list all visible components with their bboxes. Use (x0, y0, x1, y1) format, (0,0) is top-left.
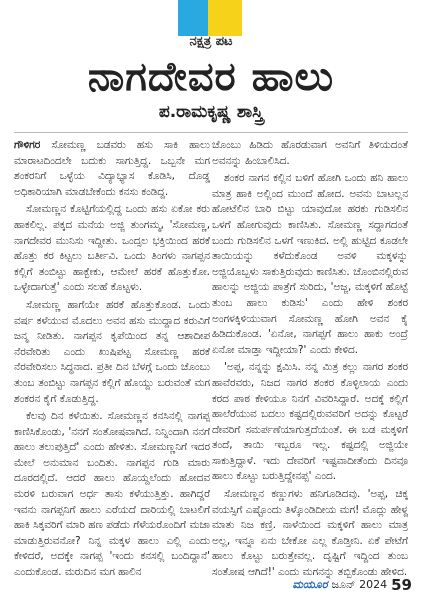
paragraph: ಕೆಲವು ದಿನ ಕಳೆಯಿತು. ಸೋಮಣ್ಣನ ಕನಸಿನಲ್ಲಿ ನಾಗಪ್ಪ ಕಾಣಿಸಿಕೊಂಡು, 'ನನಗೆ ಸಂತೋಷವಾಗಿದೆ. ನಿನ್ನಿಂದಾಗಿ ನನಗೆ ಹಾಲು ತಲುಪುತ್ತಿದೆ' ಎಂದು ಹೇಳಿತು. ಸೋಮಣ್ಣನಿಗೆ ಇದರ ಮೇಲೆ ಅನುಮಾನ ಬಂದಿತು. ನಾಗಪ್ಪನ ಗುಡಿ ಮಾರು ದೂರದಲ್ಲಿದೆ. ಆದರೆ ಹಾಲು ಹೊಯ್ದಲೆಂದು ಹೋದವ ಮರಳಿ ಬರುವಾಗ ಅರ್ಧ ತಾಸು ಕಳೆಯುತ್ತಿತ್ತು. ಹಾಗಿದ್ದರೆ ಇವನು ನಾಗಪ್ಪನಿಗೆ ಹಾಲು ಎರೆಯದೆ ದಾರಿಯಲ್ಲಿ ಬಾಟಲಿಗೆ ಹಾಕಿ ಸಿಕ್ಕವರಿಗೆ ಮಾರಿ ಹಣ ಪಡೆದು ಗೆಳೆಯರೊಂದಿಗೆ ಮಜಾ ಮಾಡುತ್ತಿರುವನೋ? ನಿನ್ನ ಮಕ್ಕಳ ಹಾಲು ಎಲ್ಲಿ ಎಂದು ಕೇಳಿದರೆ, ಅದಕ್ಕೇ ನಾಗಪ್ಪ 'ಇಂದು ಕನಸಲ್ಲಿ ಬಂದಿದ್ದಾನೆ' ಎಂದುಕೊಂಡ. ಮರುದಿನ ಮಗ ಹಾಲಿನ (14, 410, 210, 579)
paragraph: ಸೋಮಣ್ಣ ಹಾಗೆಯೇ ಹರಕೆ ಹೊತ್ತುಕೊಂಡ. ಒಂದು ವರ್ಷ ಕಳೆಯುವ ಮೊದಲು ಅವನ ಹಸು ಮುದ್ದಾದ ಕರುವಿಗೆ ಜನ್ಮ ನೀಡಿತು. ನಾಗಪ್ಪನ ಕೃಪೆಯಿಂದ ತನ್ನ ಆಶಾದೀಪ ನೆರವೇರಿತು ಎಂದು ಖುಷಿಪಟ್ಟ ಸೋಮಣ್ಣ ಹರಕೆ ನೆರವೇರಿಸಲು ಸಿದ್ಧನಾದ. ಪ್ರತೀ ದಿನ ಬೆಳಗ್ಗೆ ಒಂದು ಚೊಂಬು ತುಂಬ ತಂಬಿಟ್ಟು ನಾಗಪ್ಪನ ಕಲ್ಲಿಗೆ ಹೊಯ್ದು ಬರುವಂತೆ ಮಗ ಶಂಕರನ ಕೈಗೆ ಕೊಡುತ್ತಿದ್ದ. (14, 298, 210, 405)
magazine-brand: ಮಯೂರ (292, 578, 328, 591)
page-footer (292, 576, 412, 594)
issue-date: ಜೂನ್ 2024 (331, 578, 388, 591)
article-column-right (212, 138, 408, 583)
paragraph-text: ಸೋಮಣ್ಣ ಬಡವರು ಹಸು ಸಾಕಿ ಹಾಲು ಮಾರಾಟದಿಂದಲೇ ಬದುಕು ಸಾಗುತ್ತಿದ್ದ. ಒಬ್ಬನೇ ಮಗ ಶಂಕರನಿಗೆ ಒಳ್ಳೆಯ ವಿದ್ಯಾಭ್ಯಾಸ ಕೊಡಿಸಿ, ದೊಡ್ಡ ಅಧಿಕಾರಿಯಾಗಿ ಮಾಡಬೇಕೆಂದು ಕನಸು ಕಂಡಿದ್ದ. (14, 139, 210, 198)
article-author: ಪ.ರಾಮಕೃಷ್ಣ ಶಾಸ್ತ್ರಿ (158, 102, 264, 122)
logo-blue-block (178, 0, 208, 36)
paragraph: ಸೋಮಣ್ಣನ ಕಣ್ಣುಗಳು ಹನಿಗೂಡಿದವು. 'ಅಪ್ಪ, ಚಿಕ್ಕ ವಯಸ್ಸಿಗೆ ಎಷ್ಟೊಂದು ತಿಳ್ಕೊಂಡಿದೀಯ ಮಗ! ಮೊದ್ಲು ಹೇಳ್ದ ಮಾತು ನಿಜ ಕಣ್ರಿ. ನಾಳೆಯಿಂದ ಮಕ್ಕಳಿಗೆ ಹಾಲು ಮಾತ್ರ ಅಲ್ಲ, ಇನ್ನೂ ಏನು ಬೇಕೋ ಎಲ್ಲ ಕೊಡ್ತೀನಿ. ಏಕೆ ಪೇಟೆಗೆ ಹಾಲು ಕೊಟ್ಟು ಬರುತ್ತೇವಲ್ಲ. ದೃಷ್ಟಿಗೆ ಇದ್ದಿಂದ ತುಂಬ ಸಂತೋಷ ಆಗಿದೆ!' ಎಂದು ಮಗನನ್ನು ತಬ್ಬಿಕೊಂಡು ಹೇಳಿದ. (212, 488, 409, 579)
dateline: ಗೌಳಿಗರ (14, 139, 41, 151)
paragraph (14, 138, 210, 200)
paragraph: 'ಅಪ್ಪ, ನನ್ನನ್ನು ಕ್ಷಮಿಸಿ. ನನ್ನ ಮಿತ್ರ ಕಲ್ಲು ನಾಗರ ಶಂಕರ ಹಾವೆರವರು, ನಿಜದ ನಾಗರ ಶಂಕರ ಕೊಳ್ಳಿಲಾಯ ಎಂದು ಕರದ ಪಾಠ ಕೇಳಿಯೂ ನಿನಗೆ ವಿವರಿಸಿದ್ದಾರೆ. ಅದಕ್ಕೆ ಕಲ್ಲಿಗೆ ಹಾಲೆರೆಯುವ ಬದಲು ಕಷ್ಟದಲ್ಲಿರುವವರಿಗೆ ಅದನ್ನು ಕೊಟ್ಟರೆ ದೇವರಿಗೆ ಸಮರ್ಪಣೆಯಾಗುತ್ತದೆಯಂತೆ. ಈ ಬಡ ಮಕ್ಕಳಿಗೆ ತಂದೆ, ತಾಯಿ ಇಬ್ಬರೂ ಇಲ್ಲ. ಕಷ್ಟದಲ್ಲಿ ಅಜ್ಜಿಯೇ ಸಾಕುತ್ತಿದ್ದಾಳೆ. ಇದು ದೇವರಿಗೆ ಇಷ್ಟವಾದೀತೆಂದು ದಿನವೂ ಹಾಲು ಕೊಟ್ಟು ಬರುತ್ತಿದ್ದೇನಪ್ಪ' ಎಂದ. (212, 361, 408, 483)
section-kicker: ನಕ್ಷತ್ರ ಪಟ (189, 34, 233, 49)
paragraph: ಶಂಕರ ನಾಗನ ಕಲ್ಲಿನ ಬಳಿಗೆ ಹೋಗಿ ಒಂದು ಹನಿ ಹಾಲು ಮಾತ್ರ ಹಾಕಿ ಅಲ್ಲಿಂದ ಮುಂದೆ ಹೋದ. ಅವನು ಬಾಟಲ್ಲನ ಹೋಟೆಲಿನ ಬಾರಿ ಬಿಟ್ಟು ಯಾವುದೋ ಹರಕು ಗುಡಿಸಲಿನ ಒಳಗೆ ಹೋಗುವುದು ಕಾಣಿಸಿತು. ಸೋಮಣ್ಣ ಸದ್ದಾಗದಂತೆ ಬಂದು ಗುಡಿಸಲಿನ ಒಳಗೆ ಇಣುಕಿದ. ಅಲ್ಲಿ ಹುಟ್ಟಿದ ಕೂಡಲೇ ತಾಯಿಯನ್ನು ಕಳೆದುಕೊಂಡ ಅವಳಿ ಮಕ್ಕಳನ್ನು ಅಜ್ಜಿಯೊಬ್ಬಳು ಸಾಕುತ್ತಿರುವುದು ಕಾಣಿಸಿತು. ಚೊಂಬಿನಲ್ಲಿರುವ ಹಾಲನ್ನು ಅಜ್ಜಿಯ ಪಾತ್ರೆಗೆ ಸುರಿದು, 'ಅಜ್ಜ, ಮಕ್ಕಳಿಗೆ ಹೊಟ್ಟೆ ತುಂಬ ಹಾಲು ಕುಡಿಸು' ಎಂದು ಹೇಳಿ ಶಂಕರ ಅಂಗಳಕ್ಕಿಳಿಯುವಾಗ ಸೋಮಣ್ಣ ಹೋಗಿ ಅವನ ಕೈ ಹಿಡಿದುಕೊಂಡ. 'ಏನೋ, ನಾಗಪ್ಪಗೆ ಹಾಲು ಹಾಕು ಅಂದ್ರೆ ಏನೋ ಮಾಡ್ತಾ ಇದ್ದೀಯಾ?' ಎಂದು ಕೇಳಿದ. (212, 172, 408, 356)
article-column-left (14, 138, 210, 583)
section-logo-icon (178, 0, 242, 36)
article-title: ನಾಗದೇವರ ಹಾಲು (87, 54, 335, 100)
page-number: 59 (391, 576, 412, 594)
paragraph: ಸೋಮಣ್ಣನ ಕೊಟ್ಟಿಗೆಯಲ್ಲಿದ್ದ ಒಂದು ಹಸು ಏಕೋ ಕರು ಹಾಕಲಿಲ್ಲ. ಪಕ್ಕದ ಮನೆಯ ಅಜ್ಜಿ ತುಂಗಮ್ಮ, 'ಸೋಮಣ್ಣ, ನಾಗದೇವರ ಮುನಿಸು ಇದ್ದೀತು. ಒಂದ್ಸಲ ಭಕ್ತಿಯಿಂದ ಹರಕೆ ಹೊತ್ತು ಕರ ಕಿಟ್ಟಲು ಬರ್ತೀವಿ. ಒಂದು ತಿಂಗಳು ನಾಗಪ್ಪನ ಕಲ್ಲಿಗೆ ತಂಬಿಟ್ಟು ಹಾಕ್ಬೇಕು, ಆಮೇಲೆ ಹರಕೆ ಹೊತ್ತುಕೋ. ಒಳ್ಳೇದಾಗುತ್ತೆ' ಎಂದು ಸಲಹೆ ಕೊಟ್ಟಳು. (14, 203, 210, 294)
logo-yellow-block (208, 0, 242, 36)
header-divider (14, 132, 408, 133)
paragraph: ಚೊಂಬು ಹಿಡಿದು ಹೊರಡುವಾಗ ಅವನಿಗೆ ತಿಳಿಯದಂತೆ ಅವನನ್ನು ಹಿಂಬಾಲಿಸಿದ. (212, 139, 408, 167)
